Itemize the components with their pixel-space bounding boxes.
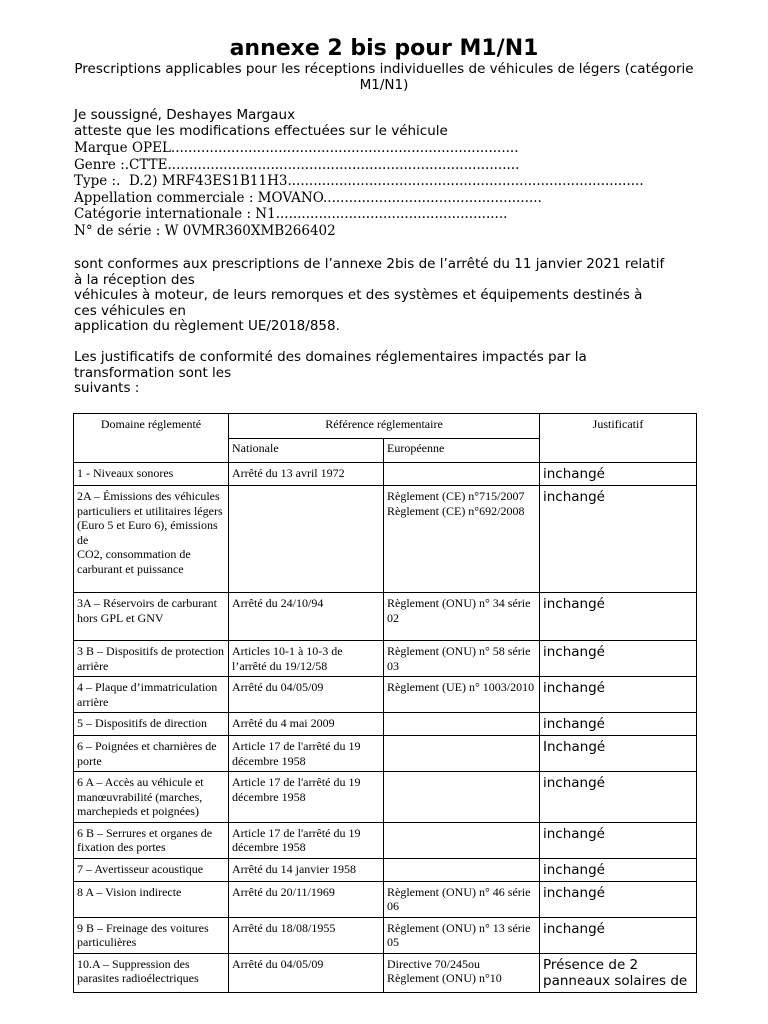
cell-europeenne <box>384 772 540 823</box>
conformity-line: sont conformes aux prescriptions de l’annexe 2bis de l’arrêté du 11 janvier 2021 relatif <box>74 256 665 272</box>
cell-domaine: 6 A – Accès au véhicule et manœuvrabilité (marches, marchepieds et poignées) <box>74 772 229 823</box>
cell-justificatif: inchangé <box>540 772 697 823</box>
conformity-line: ces véhicules en <box>74 302 186 319</box>
cell-domaine: 1 - Niveaux sonores <box>74 463 229 486</box>
cell-europeenne: Règlement (ONU) n° 34 série 02 <box>384 593 540 641</box>
cell-justificatif: inchangé <box>540 881 697 917</box>
table-row <box>74 822 697 858</box>
table-row <box>74 881 697 917</box>
table-row <box>74 772 697 823</box>
cell-nationale: Arrêté du 14 janvier 1958 <box>229 858 384 881</box>
header-nationale: Nationale <box>229 439 384 463</box>
table-row <box>74 713 697 736</box>
cell-nationale: Articles 10-1 à 10-3 de l’arrêté du 19/12/58 <box>229 641 384 677</box>
cell-justificatif: inchangé <box>540 593 697 641</box>
regulation-table <box>73 413 697 993</box>
cell-justificatif: inchangé <box>540 822 697 858</box>
table-row <box>74 463 697 486</box>
vehicle-appellation: Appellation commerciale : MOVANO................................................... <box>74 189 542 206</box>
cell-nationale: Article 17 de l'arrêté du 19 décembre 1958 <box>229 772 384 823</box>
cell-domaine: 9 B – Freinage des voitures particulières <box>74 917 229 953</box>
cell-europeenne: Règlement (ONU) n° 13 série 05 <box>384 917 540 953</box>
cell-europeenne <box>384 736 540 772</box>
cell-europeenne: Directive 70/245ou Règlement (ONU) n°10 <box>384 953 540 992</box>
cell-europeenne: Règlement (UE) n° 1003/2010 <box>384 677 540 713</box>
cell-europeenne <box>384 713 540 736</box>
cell-europeenne: Règlement (ONU) n° 46 série 06 <box>384 881 540 917</box>
conformity-line: application du règlement UE/2018/858. <box>74 318 340 334</box>
cell-nationale: Arrêté du 04/05/09 <box>229 677 384 713</box>
table-header-row <box>74 414 697 439</box>
justificatifs-line: suivants : <box>74 380 140 396</box>
vehicle-genre: Genre :.CTTE.................................................................................. <box>74 156 520 173</box>
intro-block <box>74 108 714 139</box>
table-row <box>74 858 697 881</box>
cell-europeenne <box>384 822 540 858</box>
justificatifs-line: Les justificatifs de conformité des domaines réglementaires impactés par la <box>74 349 587 365</box>
header-domaine: Domaine réglementé <box>74 414 229 463</box>
vehicle-serie: N° de série : W 0VMR360XMB266402 <box>74 222 336 239</box>
cell-nationale: Arrêté du 18/08/1955 <box>229 917 384 953</box>
cell-justificatif: Présence de 2 panneaux solaires de <box>540 953 697 992</box>
cell-nationale: Arrêté du 13 avril 1972 <box>229 463 384 486</box>
table-row <box>74 953 697 992</box>
table-row <box>74 641 697 677</box>
page-subtitle: Prescriptions applicables pour les réceptions individuelles de véhicules de légers (catégorie M1/N1) <box>74 61 694 93</box>
cell-nationale: Arrêté du 24/10/94 <box>229 593 384 641</box>
cell-domaine: 6 B – Serrures et organes de fixation des portes <box>74 822 229 858</box>
cell-domaine: 7 – Avertisseur acoustique <box>74 858 229 881</box>
cell-justificatif: inchangé <box>540 858 697 881</box>
cell-domaine: 10.A – Suppression des parasites radioélectriques <box>74 953 229 992</box>
header-justificatif: Justificatif <box>540 414 697 463</box>
cell-domaine: 2A – Émissions des véhicules particuliers et utilitaires légers (Euro 5 et Euro 6), émissions de CO2, consommation de carburant et puissance <box>74 486 229 593</box>
table-body <box>74 463 697 993</box>
cell-domaine: 4 – Plaque d’immatriculation arrière <box>74 677 229 713</box>
cell-nationale: Article 17 de l'arrêté du 19 décembre 1958 <box>229 822 384 858</box>
signatory-line: Je soussigné, Deshayes Margaux <box>74 107 296 123</box>
cell-justificatif: inchangé <box>540 641 697 677</box>
cell-domaine: 8 A – Vision indirecte <box>74 881 229 917</box>
conformity-block <box>74 257 714 335</box>
cell-europeenne <box>384 858 540 881</box>
cell-europeenne <box>384 463 540 486</box>
cell-europeenne: Règlement (CE) n°715/2007 Règlement (CE) n°692/2008 <box>384 486 540 593</box>
cell-justificatif: inchangé <box>540 677 697 713</box>
conformity-line: véhicules à moteur, de leurs remorques et des systèmes et équipements destinés à <box>74 287 643 303</box>
table-row <box>74 917 697 953</box>
cell-domaine: 6 – Poignées et charnières de porte <box>74 736 229 772</box>
vehicle-marque: Marque OPEL................................................................................. <box>74 140 519 156</box>
conformity-line: à la réception des <box>74 271 195 288</box>
cell-europeenne: Règlement (ONU) n° 58 série 03 <box>384 641 540 677</box>
cell-domaine: 3A – Réservoirs de carburant hors GPL et GNV <box>74 593 229 641</box>
table-row <box>74 677 697 713</box>
header-europeenne: Européenne <box>384 439 540 463</box>
cell-justificatif: inchangé <box>540 486 697 593</box>
cell-domaine: 3 B – Dispositifs de protection arrière <box>74 641 229 677</box>
cell-justificatif: inchangé <box>540 917 697 953</box>
cell-nationale: Arrêté du 4 mai 2009 <box>229 713 384 736</box>
justificatifs-intro <box>74 350 714 397</box>
attestation-line: atteste que les modifications effectuées sur le véhicule <box>74 122 448 139</box>
justificatifs-line: transformation sont les <box>74 364 232 381</box>
table-row <box>74 593 697 641</box>
cell-domaine: 5 – Dispositifs de direction <box>74 713 229 736</box>
table-row <box>74 486 697 593</box>
page-title: annexe 2 bis pour M1/N1 <box>229 36 539 61</box>
cell-justificatif: Inchangé <box>540 736 697 772</box>
cell-nationale: Article 17 de l'arrêté du 19 décembre 1958 <box>229 736 384 772</box>
table-row <box>74 736 697 772</box>
vehicle-type: Type :. D.2) MRF43ES1B11H3................................................................................... <box>74 173 644 189</box>
cell-justificatif: inchangé <box>540 713 697 736</box>
cell-justificatif: inchangé <box>540 463 697 486</box>
cell-nationale: Arrêté du 20/11/1969 <box>229 881 384 917</box>
vehicle-categorie: Catégorie internationale : N1...................................................... <box>74 206 508 222</box>
cell-nationale <box>229 486 384 593</box>
cell-nationale: Arrêté du 04/05/09 <box>229 953 384 992</box>
header-reference: Référence réglementaire <box>229 414 540 439</box>
vehicle-block <box>74 140 714 239</box>
